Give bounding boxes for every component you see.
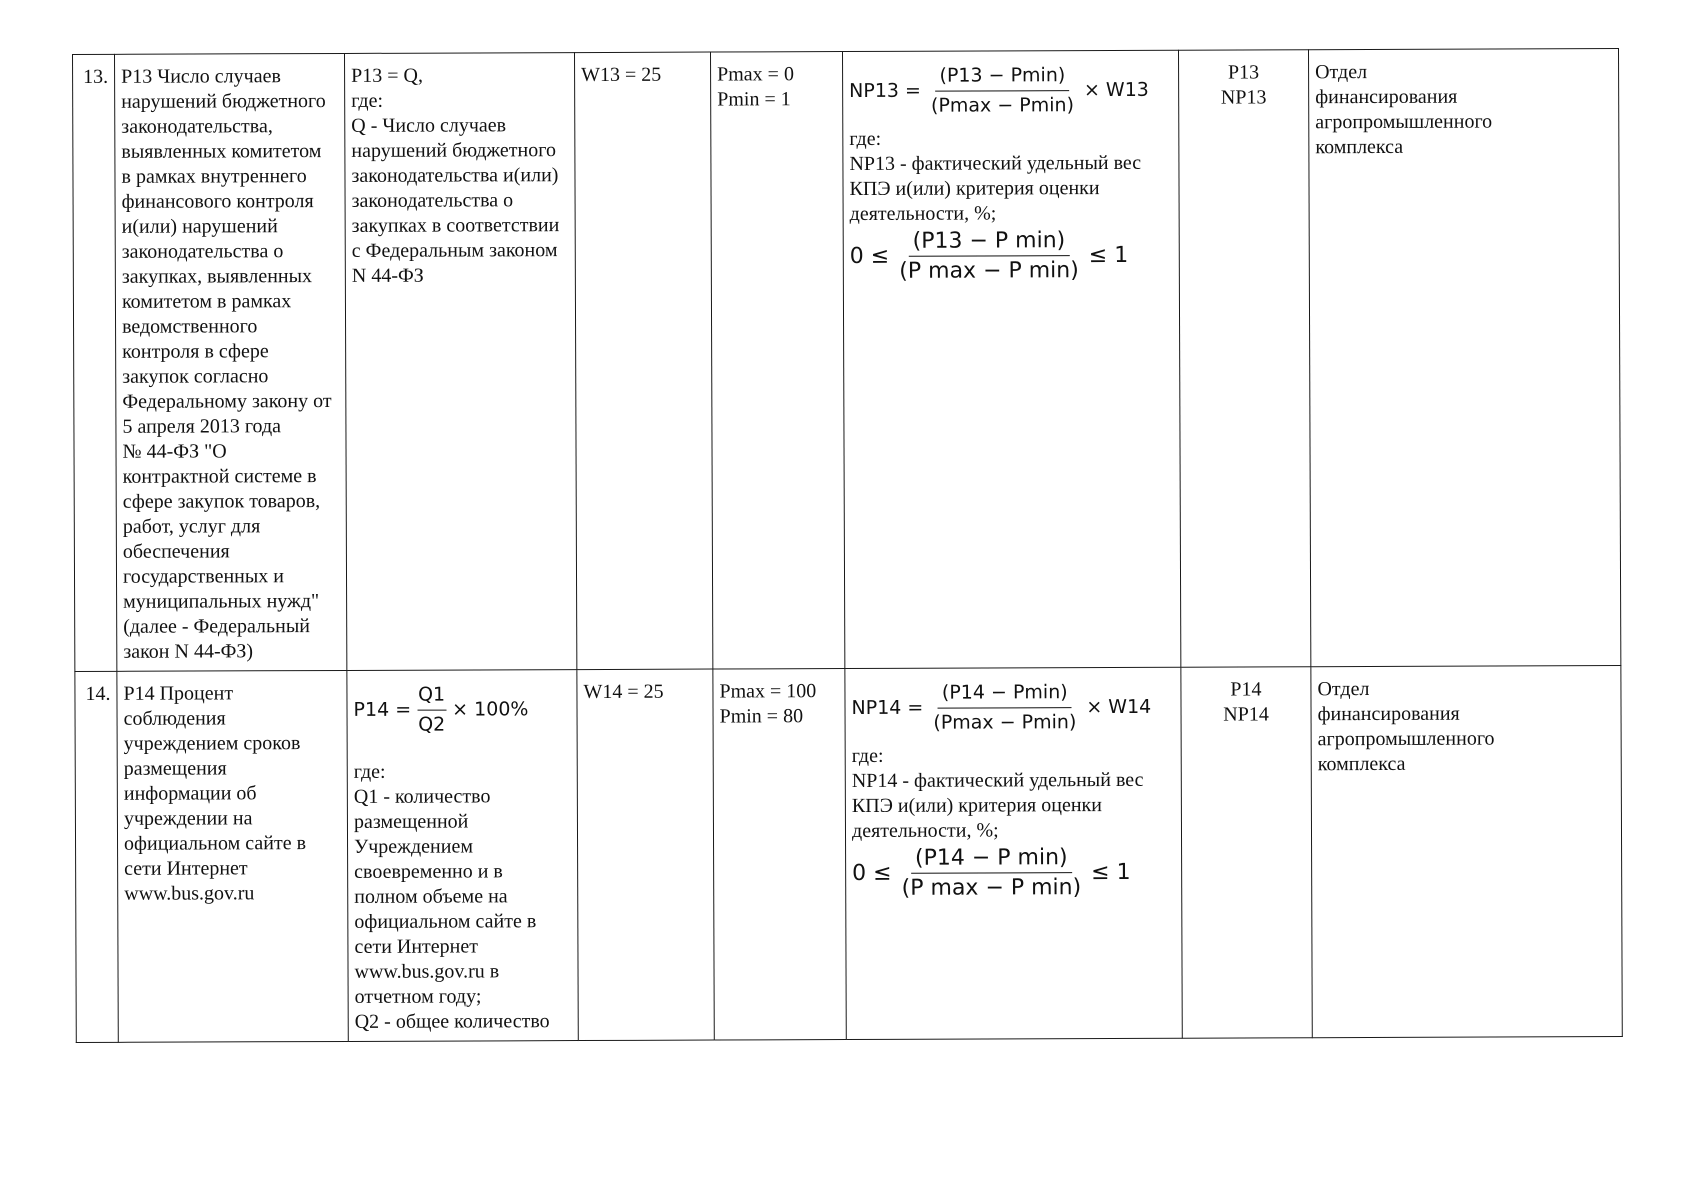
text-line: финансового контроля: [121, 190, 314, 213]
p14-formula: [353, 682, 570, 738]
text-line: государственных и: [122, 565, 285, 588]
pmin-value: Pmin = 1: [717, 88, 791, 111]
text-line: КПЭ и(или) критерия оценки: [851, 794, 1102, 818]
text-line: NP14 - фактический удельный вес: [851, 768, 1144, 793]
text-line: 5 апреля 2013 года: [122, 415, 282, 438]
text-line: Р13 = Q,: [351, 64, 423, 87]
text-line: Отдел: [1315, 61, 1368, 84]
text-line: информации об: [123, 782, 257, 805]
table-row-13: [73, 49, 1621, 672]
inequality-left: 0 ≤: [849, 243, 890, 270]
text-line: обеспечения: [122, 540, 230, 563]
text-line: закупок согласно: [122, 365, 269, 388]
text-line: муниципальных нужд": [123, 590, 320, 613]
formula-fraction: [417, 683, 446, 738]
text-line: www.bus.gov.ru в: [354, 960, 500, 983]
text-line: комплекса: [1315, 135, 1404, 159]
text-line: Учреждением: [354, 835, 473, 858]
fraction-denominator: Q2: [418, 713, 446, 736]
text-line: законодательства и(или): [351, 164, 559, 187]
text-line: комитетом в рамках: [121, 290, 292, 313]
text-line: Р13 Число случаев: [121, 65, 281, 88]
text-line: закон N 44-ФЗ): [123, 640, 254, 663]
text-line: финансирования: [1317, 702, 1460, 726]
code-p: P14: [1230, 678, 1262, 701]
formula-lhs: NP13 =: [849, 79, 922, 103]
codes-cell: [1181, 667, 1312, 1038]
text-line: размещенной: [353, 810, 469, 833]
indicator-text: [121, 64, 340, 665]
table-row-14: [75, 666, 1622, 1043]
text-line: контрактной системе в: [122, 465, 317, 488]
text-line: деятельности, %;: [849, 202, 997, 226]
formula-lhs: P14 =: [353, 698, 412, 721]
limits-cell: [710, 52, 844, 670]
text-line: сети Интернет: [354, 935, 479, 958]
inequality-right: ≤ 1: [1091, 859, 1131, 886]
text-line: Р14 Процент: [123, 682, 234, 705]
text-line: размещения: [123, 757, 227, 780]
text-line: № 44-ФЗ "О: [122, 440, 227, 463]
text-line: нарушений бюджетного: [121, 90, 326, 113]
text-line: работ, услуг для: [122, 515, 261, 538]
inequality-left: 0 ≤: [852, 860, 892, 887]
department-cell: [1308, 49, 1620, 667]
weight-value: W13 = 25: [581, 63, 662, 87]
row-number: 14.: [75, 671, 118, 1042]
text-line: учреждением сроков: [123, 732, 301, 755]
indicator-cell: [117, 670, 348, 1042]
weight-cell: [574, 52, 712, 670]
inequality-fraction: [897, 845, 1085, 901]
text-line: нарушений бюджетного: [351, 139, 556, 162]
fraction-denominator: (P max − P min): [899, 258, 1079, 284]
indicator-cell: [115, 53, 347, 671]
formula-rhs: × W13: [1083, 78, 1149, 102]
formula-fraction: [929, 680, 1080, 736]
text-line: ведомственного: [122, 315, 258, 338]
fraction-denominator: (P max − P min): [901, 875, 1082, 901]
text-line: финансирования: [1315, 85, 1458, 109]
text-line: агропромышленного: [1317, 727, 1495, 751]
text-line: с Федеральным законом: [351, 239, 558, 262]
text-line: N 44-ФЗ: [351, 264, 424, 287]
text-line: закупках, выявленных: [121, 265, 313, 288]
text-line: NP13 - фактический удельный вес: [849, 151, 1142, 176]
text-line: выявленных комитетом: [121, 140, 322, 163]
text-line: своевременно и в: [354, 860, 503, 883]
text-line: Q - Число случаев: [351, 114, 507, 137]
where-label: где:: [851, 744, 884, 768]
formula-fraction: [927, 63, 1078, 119]
np-formula: [851, 680, 1174, 736]
normalized-cell: [842, 50, 1180, 668]
pmin-value: Pmin = 80: [719, 705, 804, 728]
fraction-numerator: (P13 − Pmin): [935, 63, 1069, 92]
text-line: в рамках внутреннего: [121, 165, 307, 188]
limits-cell: [713, 669, 846, 1041]
code-p: P13: [1227, 61, 1260, 84]
kpi-table: [72, 48, 1623, 1043]
text-line: деятельности, %;: [851, 819, 999, 843]
fraction-denominator: (Pmax − Pmin): [933, 711, 1077, 734]
code-np: NP14: [1223, 703, 1269, 726]
code-np: NP13: [1220, 86, 1267, 109]
text-line: контроля в сфере: [122, 340, 269, 363]
weight-value: W14 = 25: [583, 680, 664, 704]
department-cell: [1311, 666, 1622, 1038]
np-formula: [849, 63, 1172, 119]
formula-rhs: × W14: [1086, 695, 1152, 719]
text-line: где:: [351, 89, 384, 112]
text-line: полном объеме на: [354, 885, 508, 908]
text-line: Q2 - общее количество: [354, 1010, 550, 1033]
text-line: Q1 - количество: [353, 785, 491, 808]
fraction-denominator: (Pmax − Pmin): [930, 94, 1075, 117]
pmax-value: Pmax = 0: [717, 63, 794, 86]
inequality-right: ≤ 1: [1088, 242, 1129, 269]
text-line: отчетном году;: [354, 985, 482, 1008]
text-line: официальном сайте в: [123, 832, 307, 855]
text-line: где:: [353, 760, 386, 783]
text-line: законодательства о: [121, 240, 284, 263]
text-line: КПЭ и(или) критерия оценки: [849, 177, 1100, 201]
text-line: законодательства о: [351, 189, 514, 212]
text-line: (далее - Федеральный: [123, 615, 310, 638]
codes-cell: [1178, 50, 1310, 667]
text-line: сфере закупок товаров,: [122, 490, 321, 513]
formula-rhs: × 100%: [452, 698, 529, 721]
inequality-formula: [852, 845, 1175, 901]
fraction-numerator: (P13 − P min): [909, 228, 1070, 257]
fraction-numerator: Q1: [417, 683, 446, 711]
normalized-cell: [845, 667, 1182, 1039]
text-line: сети Интернет: [124, 857, 248, 880]
text-line: www.bus.gov.ru: [124, 882, 255, 905]
text-line: учреждении на: [123, 807, 253, 830]
fraction-numerator: (P14 − Pmin): [938, 680, 1072, 709]
text-line: законодательства,: [121, 115, 273, 138]
text-line: и(или) нарушений: [121, 215, 278, 238]
text-line: соблюдения: [123, 707, 226, 730]
text-line: закупках в соответствии: [351, 214, 560, 237]
text-line: Федеральному закону от: [122, 390, 332, 413]
text-line: официальном сайте в: [354, 910, 537, 933]
inequality-fraction: [895, 228, 1083, 284]
calculation-cell: [344, 53, 576, 671]
inequality-formula: [850, 228, 1173, 284]
text-line: комплекса: [1317, 752, 1406, 776]
row-number: 13.: [73, 54, 117, 671]
text-line: Отдел: [1317, 678, 1370, 701]
formula-lhs: NP14 =: [851, 696, 924, 720]
text-line: агропромышленного: [1315, 110, 1493, 134]
calculation-cell: [347, 670, 578, 1042]
where-label: где:: [849, 127, 882, 151]
weight-cell: [577, 669, 714, 1041]
fraction-numerator: (P14 − P min): [911, 845, 1072, 874]
pmax-value: Pmax = 100: [719, 680, 817, 703]
